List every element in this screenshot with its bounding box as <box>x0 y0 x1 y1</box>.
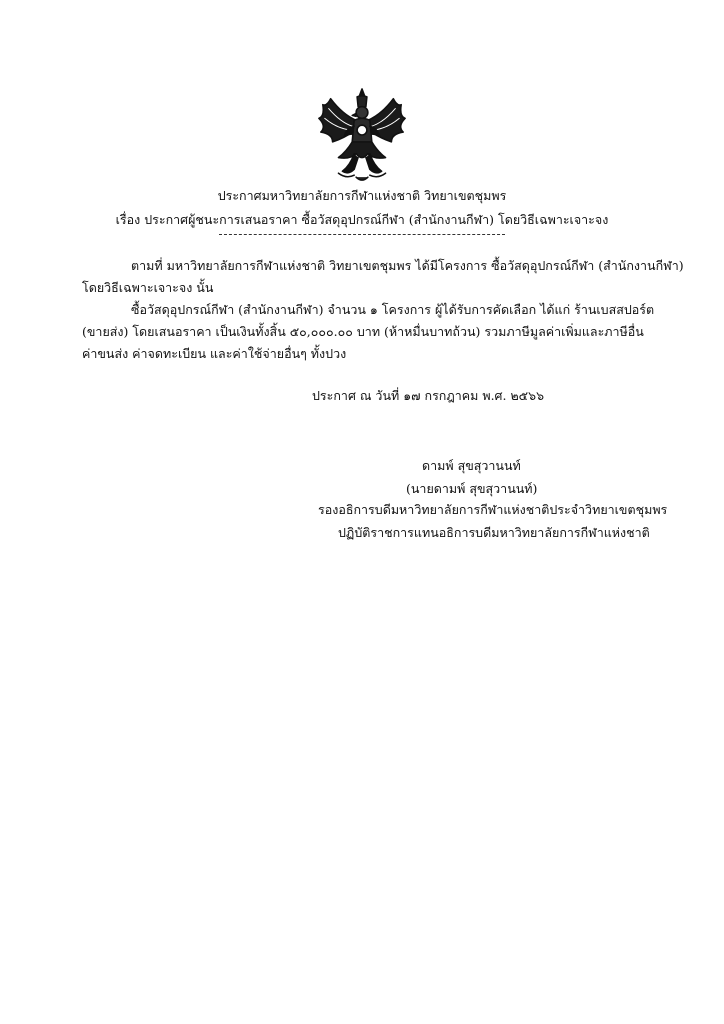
paragraph-2-line-1: ซื้อวัสดุอุปกรณ์กีฬา (สำนักงานกีฬา) จำนวน ๑ โครงการ ผู้ได้รับการคัดเลือก ได้แก่ ร้านเบสสปอร์ต <box>131 302 655 317</box>
signature-full-name: (นายดามพ์ สุขสุวานนท์) <box>406 481 538 496</box>
announcement-date: ประกาศ ณ วันที่ ๑๗ กรกฎาคม พ.ศ. ๒๕๖๖ <box>312 388 545 403</box>
signature-position-line-1: รองอธิการบดีมหาวิทยาลัยการกีฬาแห่งชาติประจำวิทยาเขตชุมพร <box>318 502 668 517</box>
separator-line <box>219 234 505 235</box>
document-subject: เรื่อง ประกาศผู้ชนะการเสนอราคา ซื้อวัสดุอุปกรณ์กีฬา (สำนักงานกีฬา) โดยวิธีเฉพาะเจาะจง <box>115 212 609 227</box>
signature-name: ดามพ์ สุขสุวานนท์ <box>422 458 521 473</box>
garuda-emblem-icon <box>313 86 411 186</box>
signature-position-line-2: ปฏิบัติราชการแทนอธิการบดีมหาวิทยาลัยการกีฬาแห่งชาติ <box>338 525 650 540</box>
paragraph-2-line-2: (ขายส่ง) โดยเสนอราคา เป็นเงินทั้งสิ้น ๕๐,๐๐๐.๐๐ บาท (ห้าหมื่นบาทถ้วน) รวมภาษีมูลค่าเพิ่มและภาษีอื่น <box>82 324 644 339</box>
paragraph-2-line-3: ค่าขนส่ง ค่าจดทะเบียน และค่าใช้จ่ายอื่นๆ ทั้งปวง <box>82 346 347 361</box>
paragraph-1-line-1: ตามที่ มหาวิทยาลัยการกีฬาแห่งชาติ วิทยาเขตชุมพร ได้มีโครงการ ซื้อวัสดุอุปกรณ์กีฬา (สำนักงานกีฬา) <box>131 258 684 273</box>
paragraph-1-line-2: โดยวิธีเฉพาะเจาะจง นั้น <box>82 280 214 295</box>
document-title: ประกาศมหาวิทยาลัยการกีฬาแห่งชาติ วิทยาเขตชุมพร <box>217 188 507 203</box>
